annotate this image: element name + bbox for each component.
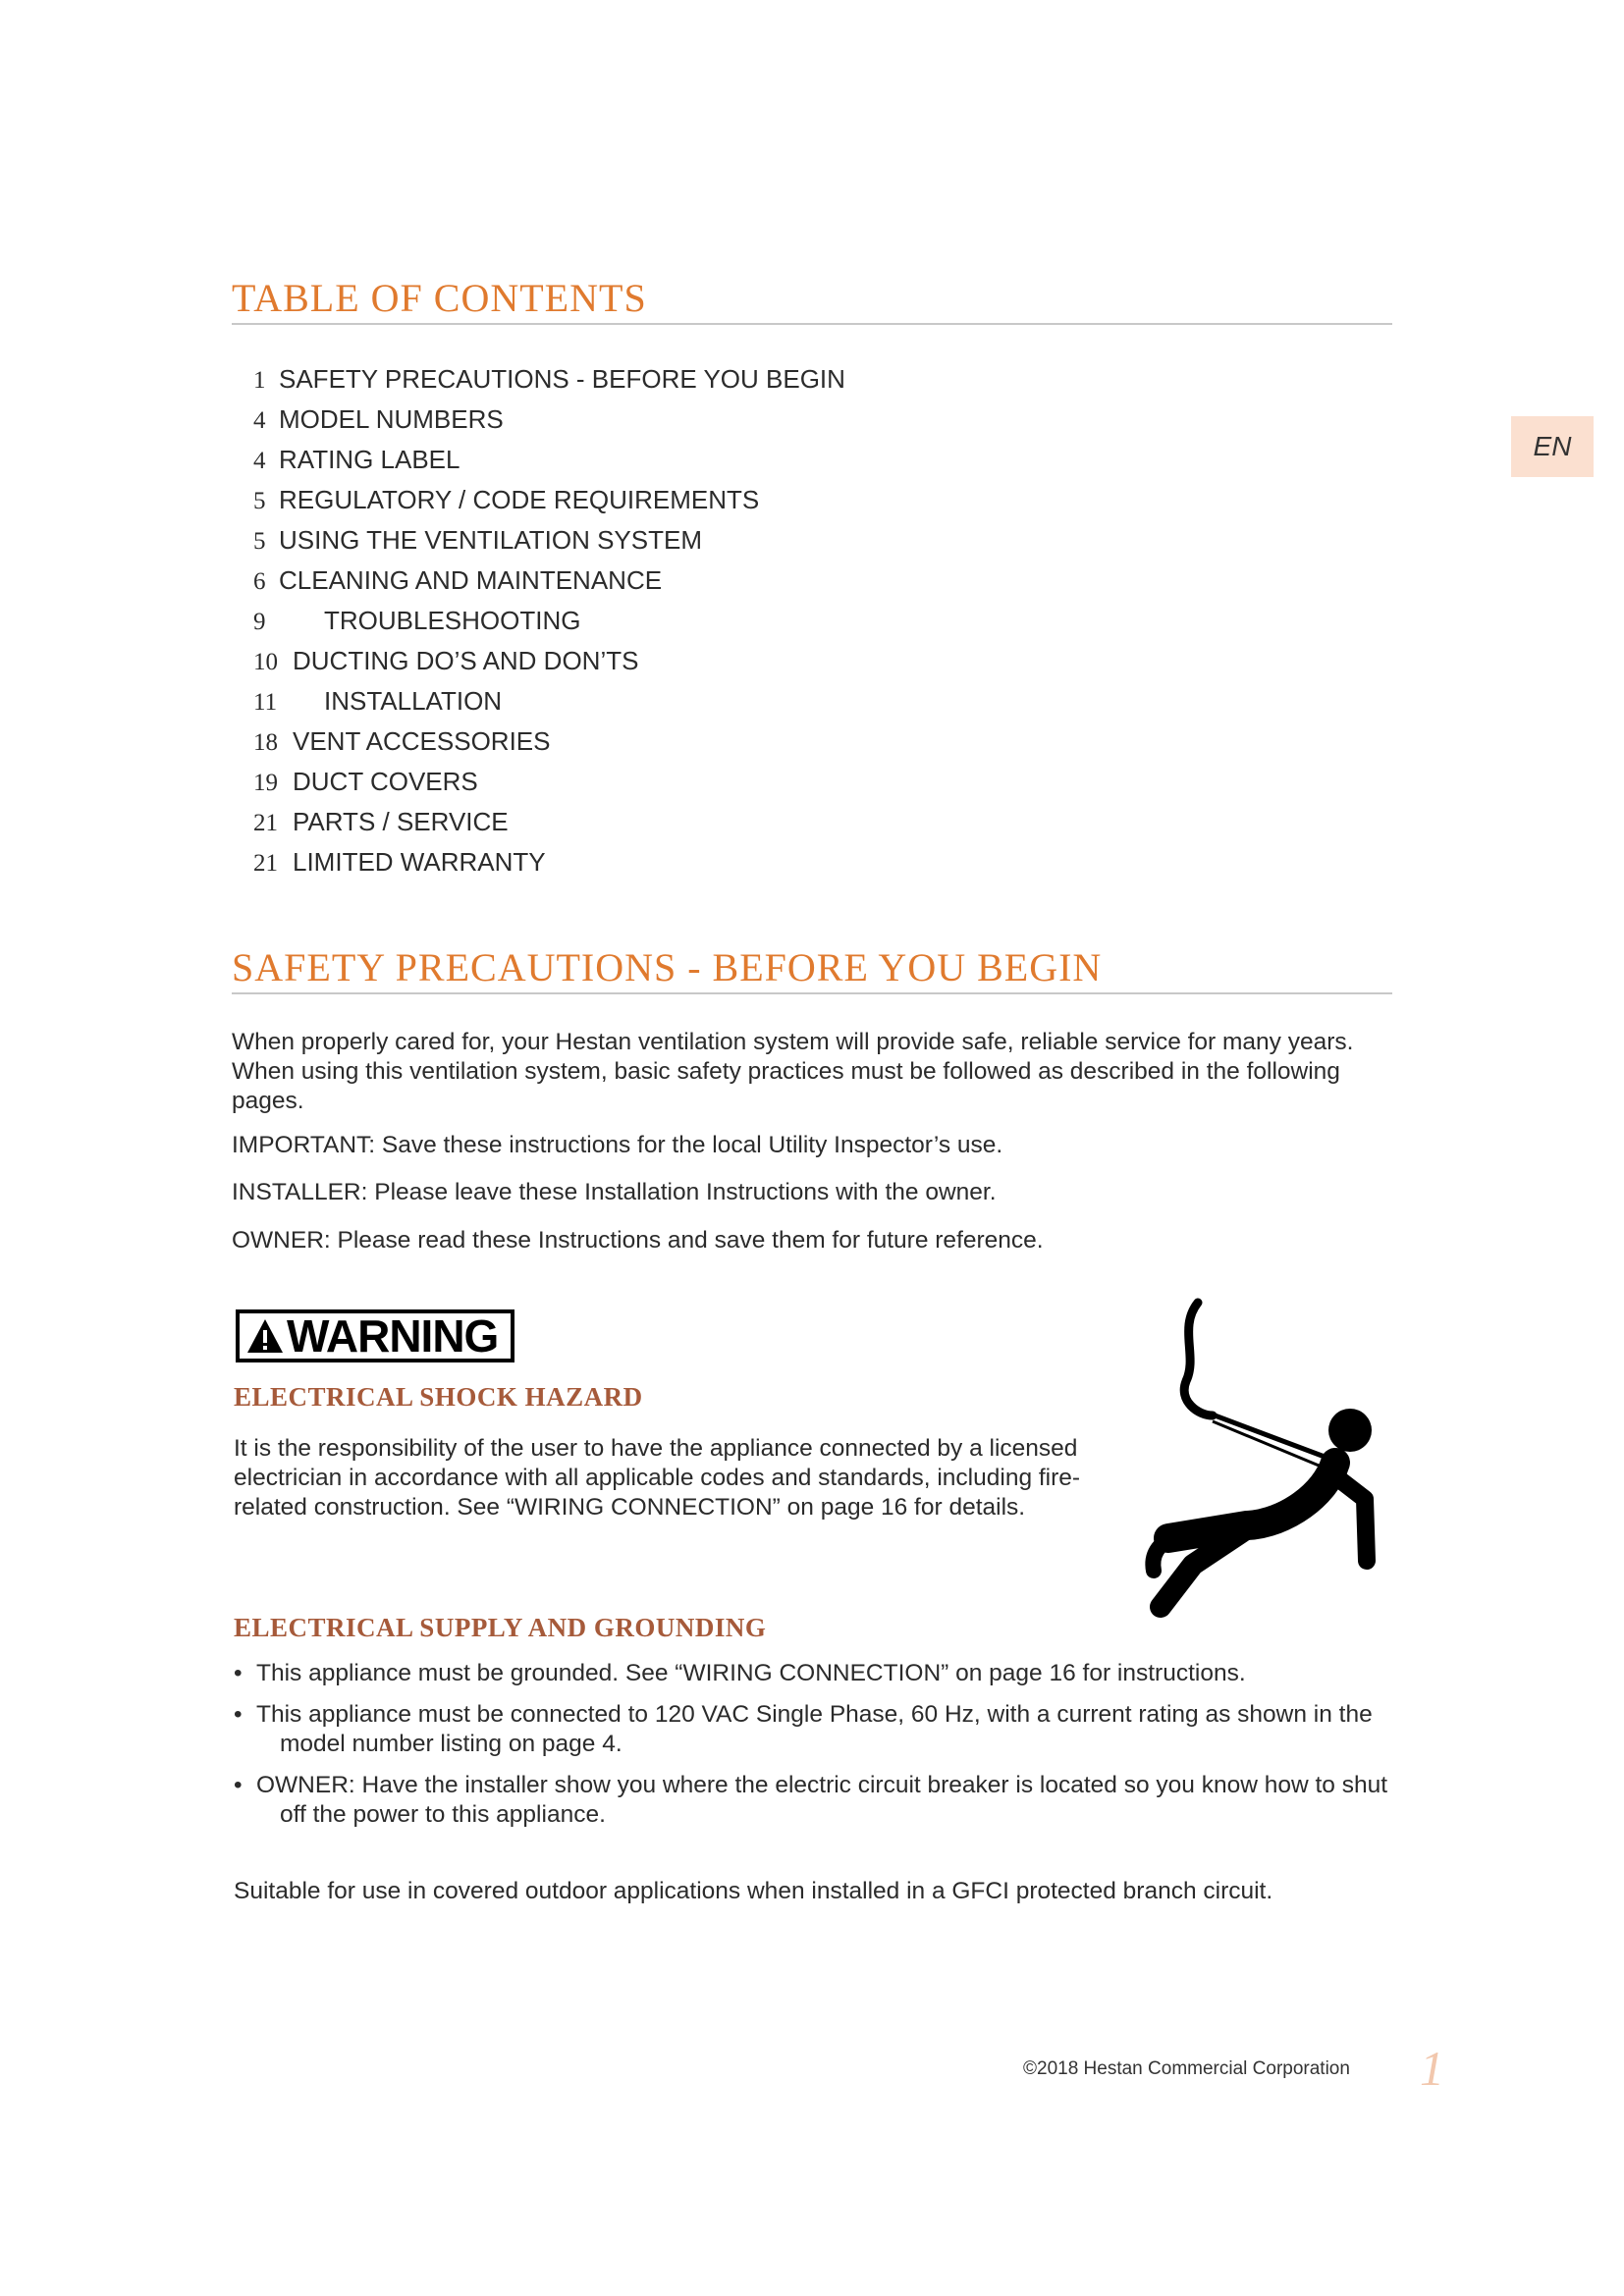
- warning-badge: [236, 1309, 514, 1362]
- toc-page: 19: [253, 770, 278, 796]
- toc-item[interactable]: [253, 520, 845, 561]
- toc-label: DUCTING DO’S AND DON’TS: [293, 646, 639, 675]
- toc-item[interactable]: [253, 480, 845, 520]
- toc-item[interactable]: [253, 762, 845, 802]
- list-item: • OWNER: Have the installer show you where the electric circuit breaker is located so you know how to shut off the power to this appliance.: [234, 1771, 1392, 1830]
- shock-hazard-text: It is the responsibility of the user to have the appliance connected by a licensed electrician in accordance with all applicable codes and standards, including fire-related construction. See “WIRING CONNECTION” on page 16 for details.: [234, 1435, 1081, 1521]
- toc-page: 5: [253, 528, 266, 555]
- toc-item[interactable]: [253, 802, 845, 842]
- toc-label: CLEANING AND MAINTENANCE: [279, 565, 663, 595]
- toc-label: INSTALLATION: [324, 686, 503, 716]
- toc-item[interactable]: [253, 721, 845, 762]
- language-tab[interactable]: EN: [1511, 416, 1594, 477]
- owner-note: OWNER: Please read these Instructions and save them for future reference.: [232, 1227, 1044, 1254]
- toc-label: LIMITED WARRANTY: [293, 847, 546, 877]
- table-of-contents: [253, 359, 845, 882]
- toc-page: 21: [253, 810, 278, 836]
- toc-label: USING THE VENTILATION SYSTEM: [279, 525, 702, 555]
- toc-page: 6: [253, 568, 266, 595]
- toc-label: MODEL NUMBERS: [279, 404, 504, 434]
- toc-page: 11: [253, 689, 278, 716]
- toc-page: 9: [253, 609, 266, 635]
- toc-item[interactable]: [253, 359, 845, 400]
- grounding-list: [234, 1659, 1392, 1842]
- toc-item[interactable]: [253, 440, 845, 480]
- list-item: • This appliance must be grounded. See “WIRING CONNECTION” on page 16 for instructions.: [234, 1659, 1392, 1688]
- toc-label: RATING LABEL: [279, 445, 460, 474]
- safety-title: SAFETY PRECAUTIONS - BEFORE YOU BEGIN: [232, 944, 1392, 994]
- warning-triangle-icon: [245, 1317, 285, 1355]
- toc-title: TABLE OF CONTENTS: [232, 275, 1392, 325]
- toc-page: 10: [253, 649, 278, 675]
- installer-note: INSTALLER: Please leave these Installation Instructions with the owner.: [232, 1179, 997, 1205]
- toc-label: VENT ACCESSORIES: [293, 726, 551, 756]
- toc-item[interactable]: [253, 561, 845, 601]
- outdoor-use-note: Suitable for use in covered outdoor applications when installed in a GFCI protected branch circuit.: [234, 1878, 1273, 1904]
- toc-item[interactable]: [253, 400, 845, 440]
- toc-label: REGULATORY / CODE REQUIREMENTS: [279, 485, 760, 514]
- toc-label: SAFETY PRECAUTIONS - BEFORE YOU BEGIN: [279, 364, 845, 394]
- grounding-title: ELECTRICAL SUPPLY AND GROUNDING: [234, 1613, 767, 1642]
- toc-item[interactable]: [253, 601, 845, 641]
- important-note: IMPORTANT: Save these instructions for the local Utility Inspector’s use.: [232, 1132, 1003, 1158]
- toc-page: 1: [253, 367, 266, 394]
- toc-label: TROUBLESHOOTING: [324, 606, 581, 635]
- safety-intro: When properly cared for, your Hestan ventilation system will provide safe, reliable service for many years. When using this ventilation system, basic safety practices must be followed as described in the following pages.: [232, 1029, 1354, 1114]
- toc-label: PARTS / SERVICE: [293, 807, 509, 836]
- page-number: 1: [1420, 2041, 1444, 2096]
- toc-item[interactable]: [253, 641, 845, 681]
- toc-label: DUCT COVERS: [293, 767, 478, 796]
- toc-page: 18: [253, 729, 278, 756]
- shock-hazard-title: ELECTRICAL SHOCK HAZARD: [234, 1382, 643, 1412]
- list-item: • This appliance must be connected to 120 VAC Single Phase, 60 Hz, with a current rating as shown in the model number listing on page 4.: [234, 1700, 1392, 1759]
- copyright-footer: ©2018 Hestan Commercial Corporation: [1023, 2058, 1350, 2079]
- toc-item[interactable]: [253, 842, 845, 882]
- warning-label: WARNING: [287, 1310, 499, 1362]
- toc-page: 4: [253, 407, 266, 434]
- toc-item[interactable]: [253, 681, 845, 721]
- electrical-shock-hazard-icon: [1139, 1298, 1394, 1622]
- toc-page: 21: [253, 850, 278, 877]
- toc-page: 5: [253, 488, 266, 514]
- toc-page: 4: [253, 448, 266, 474]
